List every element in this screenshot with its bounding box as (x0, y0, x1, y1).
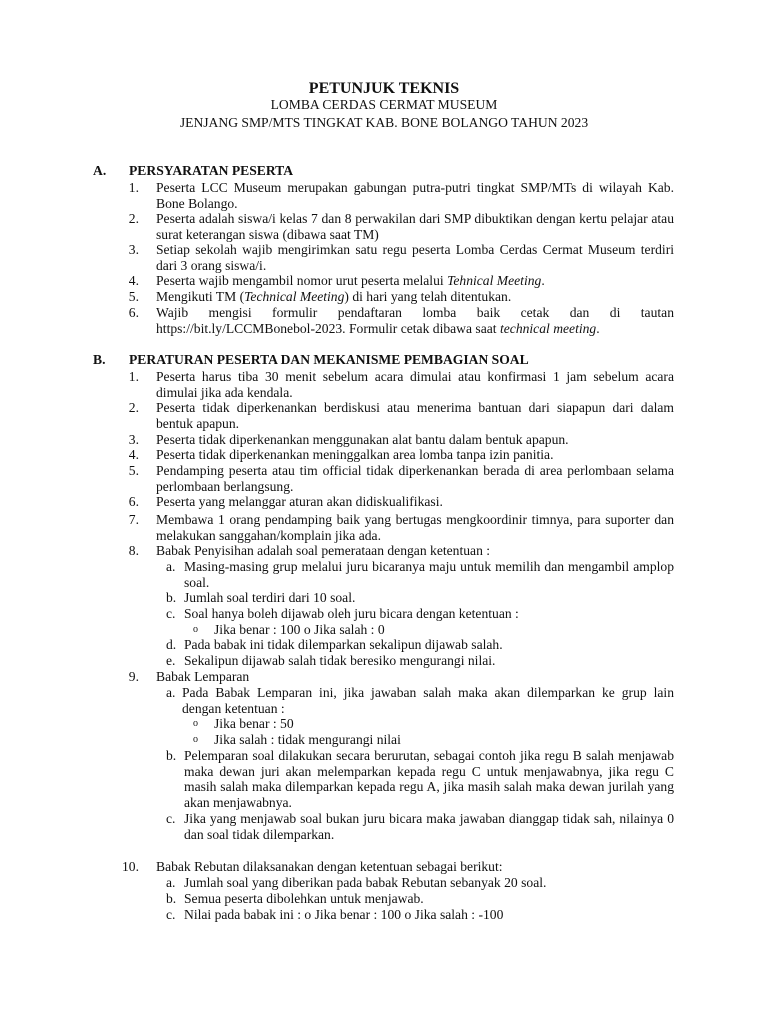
circle-bullet-icon: o (193, 734, 198, 745)
item-text: Membawa 1 orang pendamping baik yang bertugas mengkoordinir timnya, para suporter dan melakukan sanggahan/komplain jika ada. (156, 512, 674, 543)
item-text: Setiap sekolah wajib mengirimkan satu regu peserta Lomba Cerdas Cermat Museum terdiri dari 3 orang siswa/i. (156, 242, 674, 273)
sub-item-letter: b. (166, 891, 177, 906)
sub-item-text: Pada babak ini tidak dilemparkan sekalipun dijawab salah. (184, 637, 503, 652)
item-text-part: Peserta wajib mengambil nomor urut peserta melalui (156, 273, 448, 288)
sub-item-text: Jika yang menjawab soal bukan juru bicara maka jawaban dianggap tidak sah, nilainya 0 dan soal tidak dilemparkan. (184, 811, 674, 842)
item-text: Babak Rebutan dilaksanakan dengan ketentuan sebagai berikut: (156, 859, 503, 874)
item-number: 9. (128, 669, 139, 684)
item-text: Peserta adalah siswa/i kelas 7 dan 8 perwakilan dari SMP dibuktikan dengan kertu pelajar atau surat keterangan siswa (dibawa saat TM) (156, 211, 674, 242)
sub-item-letter: c. (166, 907, 176, 922)
sub-item-text: Jika benar : 50 (214, 716, 294, 731)
sub-item-letter: c. (166, 606, 176, 621)
item-number: 2. (128, 211, 139, 226)
sub-item-letter: b. (166, 748, 177, 763)
item-text-part: ) di hari yang telah ditentukan. (344, 289, 512, 304)
item-text-italic: Tehnical Meeting (447, 273, 542, 288)
sub-item-text: Jumlah soal yang diberikan pada babak Rebutan sebanyak 20 soal. (184, 875, 547, 890)
item-text: Peserta tidak diperkenankan berdiskusi atau menerima bantuan dari siapapun dari dalam bentuk apapun. (156, 400, 674, 431)
item-number: 8. (128, 543, 139, 558)
sub-item-text: Sekalipun dijawab salah tidak beresiko mengurangi nilai. (184, 653, 496, 668)
item-number: 5. (128, 289, 139, 304)
item-number: 2. (128, 400, 139, 415)
sub-item-letter: a. (166, 559, 176, 574)
item-number: 5. (128, 463, 139, 478)
sub-item-letter: c. (166, 811, 176, 826)
document-title: PETUNJUK TEKNIS (308, 80, 460, 97)
item-number: 6. (128, 305, 139, 320)
item-number: 6. (128, 494, 139, 509)
document-subtitle: LOMBA CERDAS CERMAT MUSEUM (270, 97, 498, 112)
item-text: Babak Penyisihan adalah soal pemerataan dengan ketentuan : (156, 543, 491, 558)
item-text (156, 289, 674, 305)
item-text: Peserta yang melanggar aturan akan didiskualifikasi. (156, 494, 443, 509)
item-text: Peserta harus tiba 30 menit sebelum acara dimulai atau konfirmasi 1 jam sebelum acara dimulai jika ada kendala. (156, 369, 674, 400)
item-number: 4. (128, 447, 139, 462)
item-text-part: . (541, 273, 545, 288)
section-title: PERATURAN PESERTA DAN MEKANISME PEMBAGIAN SOAL (129, 352, 529, 367)
item-text-italic: technical meeting (499, 321, 597, 336)
item-number: 4. (128, 273, 139, 288)
item-text: Pendamping peserta atau tim official tidak diperkenankan berada di area perlombaan selama perlombaan berlangsung. (156, 463, 674, 494)
circle-bullet-icon: o (193, 718, 198, 729)
sub-item-text: Semua peserta dibolehkan untuk menjawab. (184, 891, 424, 906)
sub-item-text: Pada Babak Lemparan ini, jika jawaban salah maka akan dilemparkan ke grup lain dengan ketentuan : (182, 685, 674, 716)
section-letter: A. (93, 163, 107, 178)
sub-item-text: Soal hanya boleh dijawab oleh juru bicara dengan ketentuan : (184, 606, 519, 621)
item-text-part: . (596, 321, 600, 336)
item-number: 1. (128, 369, 139, 384)
circle-bullet-icon: o (193, 624, 198, 635)
sub-item-text: Jika salah : tidak mengurangi nilai (214, 732, 401, 747)
sub-item-letter: d. (166, 637, 177, 652)
section-title: PERSYARATAN PESERTA (129, 163, 294, 178)
sub-item-letter: a. (166, 685, 176, 700)
item-number: 10. (122, 859, 139, 874)
item-number: 1. (128, 180, 139, 195)
item-number: 7. (128, 512, 139, 527)
item-text: Babak Lemparan (156, 669, 250, 684)
item-text: Peserta LCC Museum merupakan gabungan putra-putri tingkat SMP/MTs di wilayah Kab. Bone Bolango. (156, 180, 674, 211)
document-subtitle-2: JENJANG SMP/MTS TINGKAT KAB. BONE BOLANGO TAHUN 2023 (179, 115, 589, 130)
sub-item-text: Jika benar : 100 ο Jika salah : 0 (214, 622, 385, 637)
item-text (156, 273, 674, 289)
item-text: Peserta tidak diperkenankan menggunakan alat bantu dalam bentuk apapun. (156, 432, 569, 447)
item-text-line (156, 321, 674, 337)
item-text-part: Mengikuti TM ( (156, 289, 245, 304)
sub-item-text: Masing-masing grup melalui juru bicaranya maju untuk memilih dan mengambil amplop soal. (184, 559, 674, 590)
sub-item-letter: a. (166, 875, 176, 890)
item-text-part: https://bit.ly/LCCMBonebol-2023. Formulir cetak dibawa saat (156, 321, 500, 336)
sub-item-text: Pelemparan soal dilakukan secara berurutan, sebagai contoh jika regu B salah menjawab maka dewan juri akan melemparkan kepada regu C untuk menjawabnya, jika regu C masih salah maka dilemparkan kepada regu A, jika masih salah maka dewan jurilah yang akan menjawabnya. (184, 748, 674, 810)
sub-item-text: Jumlah soal terdiri dari 10 soal. (184, 590, 356, 605)
section-letter: B. (93, 352, 106, 367)
sub-item-text: Nilai pada babak ini : ο Jika benar : 100 ο Jika salah : -100 (184, 907, 504, 922)
item-text: Peserta tidak diperkenankan meninggalkan area lomba tanpa izin panitia. (156, 447, 554, 462)
item-number: 3. (128, 432, 139, 447)
sub-item-letter: b. (166, 590, 177, 605)
item-text-line: Wajib mengisi formulir pendaftaran lomba baik cetak dan di tautan (156, 305, 674, 320)
item-number: 3. (128, 242, 139, 257)
sub-item-letter: e. (166, 653, 176, 668)
item-text-italic: Technical Meeting (244, 289, 345, 304)
